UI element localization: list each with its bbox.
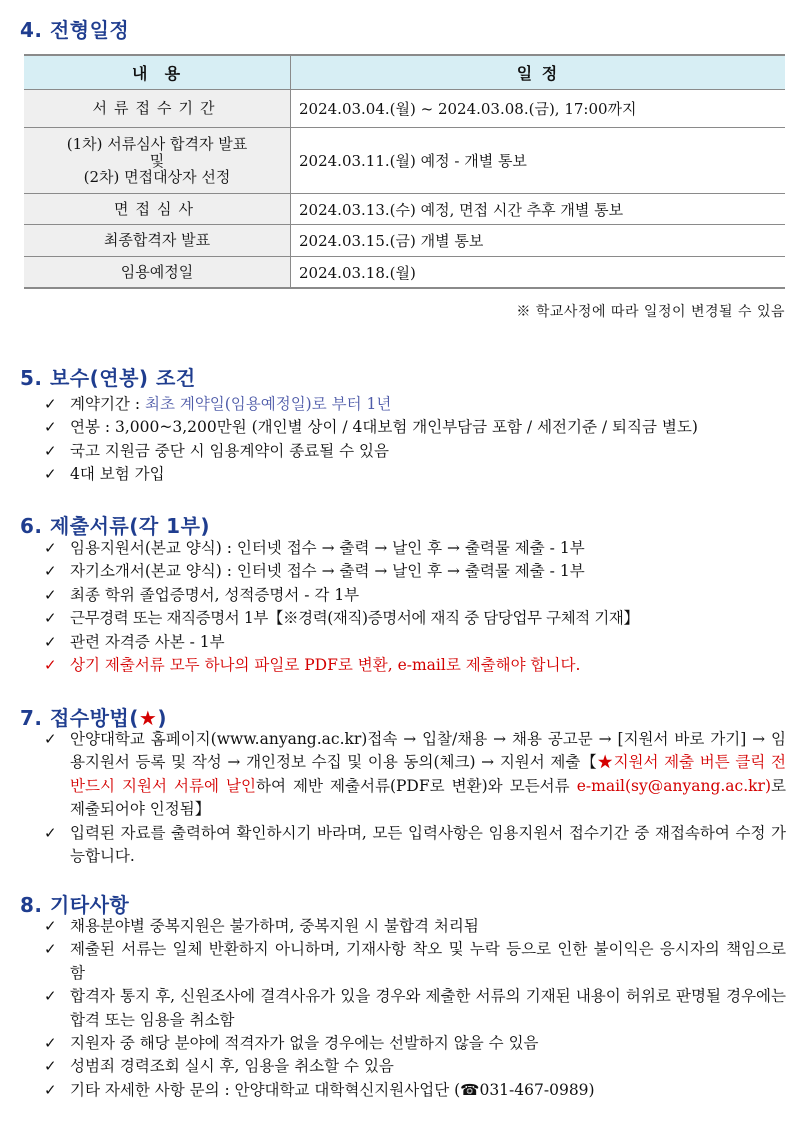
row-label-line: (2차) 면접대상자 선정 [83,167,231,186]
list-item [44,728,786,822]
item-text: 채용분야별 중복지원은 불가하며, 중복지원 시 불합격 처리됨 [70,917,479,935]
table-row [24,257,785,289]
check-icon: ✓ [44,539,57,557]
row-label [24,128,291,194]
list-item [44,915,786,938]
row-label-line: 및 [149,151,165,170]
item-label: 계약기간 : [70,395,145,413]
item-text: 입력된 자료를 출력하여 확인하시기 바라며, 모든 입력사항은 임용지원서 접수기간 중 재접속하여 수정 가능합니다. [70,823,786,866]
list-item-warning [44,654,786,677]
item-text: 4대 보험 가입 [70,465,165,484]
check-icon: ✓ [44,632,57,651]
schedule-note: ※ 학교사정에 따라 일정이 변경될 수 있음 [516,304,785,320]
title-end: ) [157,706,167,730]
row-label-line: (1차) 서류심사 합격자 발표 [66,134,248,153]
list-item [44,393,786,416]
email-link[interactable]: e-mail(sy@anyang.ac.kr) [576,776,771,795]
item-text: 관련 자격증 사본 - 1부 [70,632,225,651]
list-item [44,416,786,439]
header-content: 내 용 [24,55,291,90]
row-label: 면접심사 [24,194,291,225]
table-row [24,90,785,128]
item-text: 연봉 : 3,000~3,200만원 (개인별 상이 / 4대보험 개인부담금 포함 / 세전기준 / 퇴직금 별도) [70,418,698,437]
item-text: 국고 지원금 중단 시 임용계약이 종료될 수 있음 [70,441,389,460]
section-7-title [20,702,167,731]
row-label: 임용예정일 [24,257,291,289]
item-text: 근무경력 또는 재직증명서 1부【※경력(재직)증명서에 재직 중 담당업무 구체적 기재】 [70,609,639,628]
header-schedule: 일 정 [291,55,786,90]
contract-period: 최초 계약일(임용예정일)로 부터 1년 [144,395,392,413]
section-5-title: 5. 보수(연봉) 조건 [20,366,196,390]
check-icon: ✓ [44,917,57,935]
item-text: 성범죄 경력조회 실시 후, 임용을 취소할 수 있음 [70,1057,394,1076]
check-icon: ✓ [44,730,57,748]
list-item [44,985,786,1032]
check-icon: ✓ [44,987,57,1006]
row-label: 최종합격자 발표 [24,225,291,257]
check-icon: ✓ [44,562,57,581]
table-row [24,225,785,257]
item-text: 로 제출되어야 인정됨】 [70,776,786,819]
list-item [44,938,786,985]
table-header-row [24,55,785,90]
list-item [44,1055,786,1078]
check-icon: ✓ [44,441,57,460]
schedule-table [24,54,785,289]
list-item [44,822,786,869]
check-icon: ✓ [44,940,57,959]
list-item [44,440,786,463]
check-icon: ✓ [44,1057,57,1076]
seal-warning: ★지원서 제출 버튼 클릭 전 반드시 지원서 서류에 날인 [70,753,786,795]
check-icon: ✓ [44,823,57,842]
item-text: 합격자 통지 후, 신원조사에 결격사유가 있을 경우와 제출한 서류의 기재된 내용이 허위로 판명될 경우에는 합격 또는 임용을 취소함 [70,987,786,1029]
list-item [44,560,786,583]
section-8-title: 8. 기타사항 [20,893,130,917]
row-value: 2024.03.15.(금) 개별 통보 [291,225,786,257]
section-4-title: 4. 전형일정 [20,18,130,42]
list-item [44,1032,786,1055]
list-item [44,463,786,486]
phone-icon: ☎ [460,1080,480,1099]
salary-list [44,393,786,487]
item-text: 자기소개서(본교 양식) : 인터넷 접수 → 출력 → 날인 후 → 출력물 제출 - 1부 [70,562,585,581]
item-text: 기타 자세한 사항 문의 : 안양대학교 대학혁신지원사업단 ( [70,1080,461,1099]
section-6-title: 6. 제출서류(각 1부) [20,514,211,538]
item-text: 하여 제반 제출서류(PDF로 변환)와 모든서류 [255,776,577,795]
application-list [44,728,786,868]
list-item [44,584,786,607]
star-icon: ★ [138,706,158,730]
row-value: 2024.03.13.(수) 예정, 면접 시간 추후 개별 통보 [291,194,786,225]
list-item [44,1079,786,1102]
check-icon: ✓ [44,585,57,604]
item-text: 상기 제출서류 모두 하나의 파일로 PDF로 변환, e-mail로 제출해야 합니다. [70,656,581,675]
check-icon: ✓ [44,656,57,675]
etc-list [44,915,786,1102]
row-label: 서류접수기간 [24,90,291,128]
title-text: 7. 접수방법( [20,706,139,730]
item-text: 임용지원서(본교 양식) : 인터넷 접수 → 출력 → 날인 후 → 출력물 제출 - 1부 [70,539,585,557]
row-value: 2024.03.11.(월) 예정 - 개별 통보 [291,128,786,194]
list-item [44,631,786,654]
row-value: 2024.03.04.(월) ~ 2024.03.08.(금), 17:00까지 [291,90,786,128]
contact-phone: 031-467-0989) [479,1080,595,1099]
item-text: 안양대학교 홈페이지(www.anyang.ac.kr)접속 → 입찰/채용 → 채용 공고문 → [지원서 바로 가기] → 임용지원서 등록 및 작성 → 개인정보 수집 및 이용 동의(체크) → 지원서 제출【 [70,730,786,772]
table-row [24,128,785,194]
check-icon: ✓ [44,609,57,628]
item-text: 지원자 중 해당 분야에 적격자가 없을 경우에는 선발하지 않을 수 있음 [70,1034,539,1053]
check-icon: ✓ [44,418,57,437]
item-text: 제출된 서류는 일체 반환하지 아니하며, 기재사항 착오 및 누락 등으로 인한 불이익은 응시자의 책임으로 함 [70,940,786,982]
list-item [44,537,786,560]
list-item [44,607,786,630]
check-icon: ✓ [44,465,57,484]
row-value: 2024.03.18.(월) [291,257,786,289]
check-icon: ✓ [44,1080,57,1099]
check-icon: ✓ [44,1034,57,1053]
item-text: 최종 학위 졸업증명서, 성적증명서 - 각 1부 [70,585,360,604]
table-row [24,194,785,225]
documents-list [44,537,786,677]
check-icon: ✓ [44,395,57,413]
